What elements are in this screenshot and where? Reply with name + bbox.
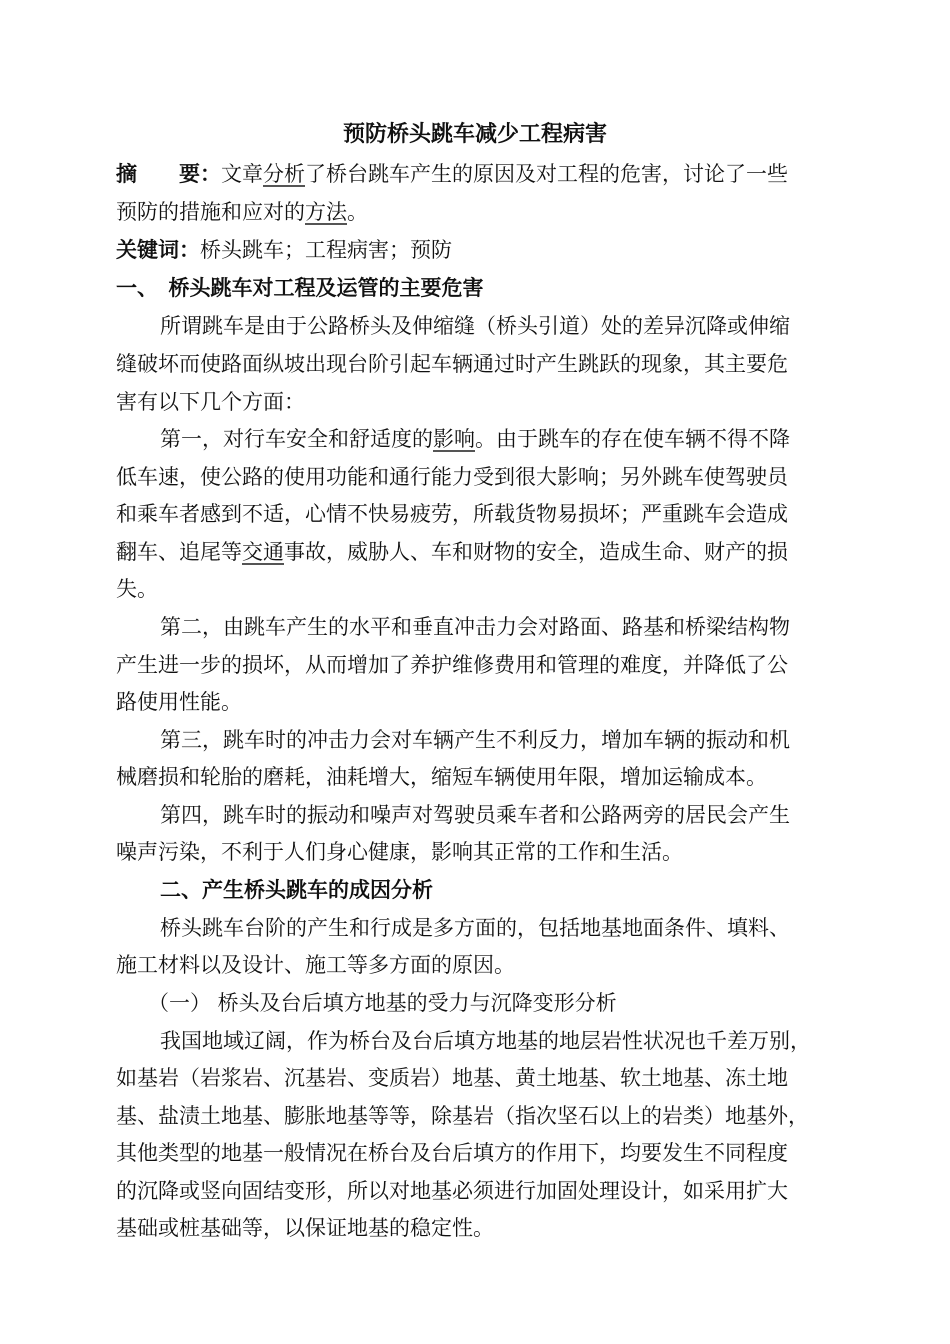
abstract-text: 预防的措施和应对的	[116, 200, 305, 224]
document-title: 预防桥头跳车减少工程病害	[342, 121, 607, 147]
paragraph-line: 基础或桩基础等，以保证地基的稳定性。	[116, 1216, 494, 1240]
abstract-text: 。	[347, 200, 368, 224]
paragraph-line: 基、盐渍土地基、膨胀地基等等，除基岩（指次坚石以上的岩类）地基外，	[116, 1104, 809, 1128]
paragraph-text: 第一，对行车安全和舒适度的	[160, 427, 433, 451]
abstract-line-2	[116, 198, 368, 226]
paragraph-line	[160, 425, 790, 453]
link-traffic[interactable]: 交通	[242, 540, 284, 564]
paragraph-line: 失。	[116, 577, 158, 601]
paragraph-line: 所谓跳车是由于公路桥头及伸缩缝（桥头引道）处的差异沉降或伸缩	[160, 314, 790, 338]
abstract-label: 摘 要：	[116, 161, 221, 186]
paragraph-line: 施工材料以及设计、施工等多方面的原因。	[116, 953, 515, 977]
paragraph-line: 械磨损和轮胎的磨耗，油耗增大，缩短车辆使用年限，增加运输成本。	[116, 765, 767, 789]
paragraph-line: 产生进一步的损坏，从而增加了养护维修费用和管理的难度，并降低了公	[116, 653, 788, 677]
paragraph-line: 的沉降或竖向固结变形，所以对地基必须进行加固处理设计，如采用扩大	[116, 1179, 788, 1203]
link-analysis[interactable]: 分析	[263, 162, 305, 186]
paragraph-line: 缝破坏而使路面纵坡出现台阶引起车辆通过时产生跳跃的现象，其主要危	[116, 352, 788, 376]
paragraph-line: 其他类型的地基一般情况在桥台及台后填方的作用下，均要发生不同程度	[116, 1141, 788, 1165]
paragraph-line: 第四，跳车时的振动和噪声对驾驶员乘车者和公路两旁的居民会产生	[160, 803, 790, 827]
paragraph-line: 桥头跳车台阶的产生和行成是多方面的，包括地基地面条件、填料、	[160, 916, 790, 940]
paragraph-text: 翻车、追尾等	[116, 540, 242, 564]
keywords-label: 关键词：	[116, 237, 200, 262]
abstract-text: 了桥台跳车产生的原因及对工程的危害，讨论了一些	[305, 162, 788, 186]
paragraph-line: 和乘车者感到不适，心情不快易疲劳，所载货物易损坏；严重跳车会造成	[116, 502, 788, 526]
abstract-text: 文章	[221, 162, 263, 186]
link-method[interactable]: 方法	[305, 200, 347, 224]
keywords-line	[116, 236, 452, 264]
paragraph-line: 低车速，使公路的使用功能和通行能力受到很大影响；另外跳车使驾驶员	[116, 465, 788, 489]
paragraph-line: 噪声污染，不利于人们身心健康，影响其正常的工作和生活。	[116, 840, 683, 864]
paragraph-line: 第三，跳车时的冲击力会对车辆产生不利反力，增加车辆的振动和机	[160, 728, 790, 752]
paragraph-line: 如基岩（岩浆岩、沉基岩、变质岩）地基、黄土地基、软土地基、冻土地	[116, 1066, 788, 1090]
paragraph-line	[116, 538, 788, 566]
subsection-heading: （一） 桥头及台后填方地基的受力与沉降变形分析	[148, 991, 617, 1015]
paragraph-text: 事故，威胁人、车和财物的安全，造成生命、财产的损	[284, 540, 788, 564]
keywords-text: 桥头跳车；工程病害；预防	[200, 238, 452, 262]
paragraph-text: 。由于跳车的存在使车辆不得不降	[475, 427, 790, 451]
paragraph-line: 我国地域辽阔，作为桥台及台后填方地基的地层岩性状况也千差万别，	[160, 1029, 811, 1053]
paragraph-line: 害有以下几个方面：	[116, 390, 305, 414]
section-2-heading: 二、产生桥头跳车的成因分析	[160, 877, 433, 902]
paragraph-line: 路使用性能。	[116, 690, 242, 714]
link-influence[interactable]: 影响	[433, 427, 475, 451]
abstract-line-1	[116, 160, 788, 188]
paragraph-line: 第二，由跳车产生的水平和垂直冲击力会对路面、路基和桥梁结构物	[160, 615, 790, 639]
section-1-heading: 一、 桥头跳车对工程及运管的主要危害	[116, 275, 484, 300]
